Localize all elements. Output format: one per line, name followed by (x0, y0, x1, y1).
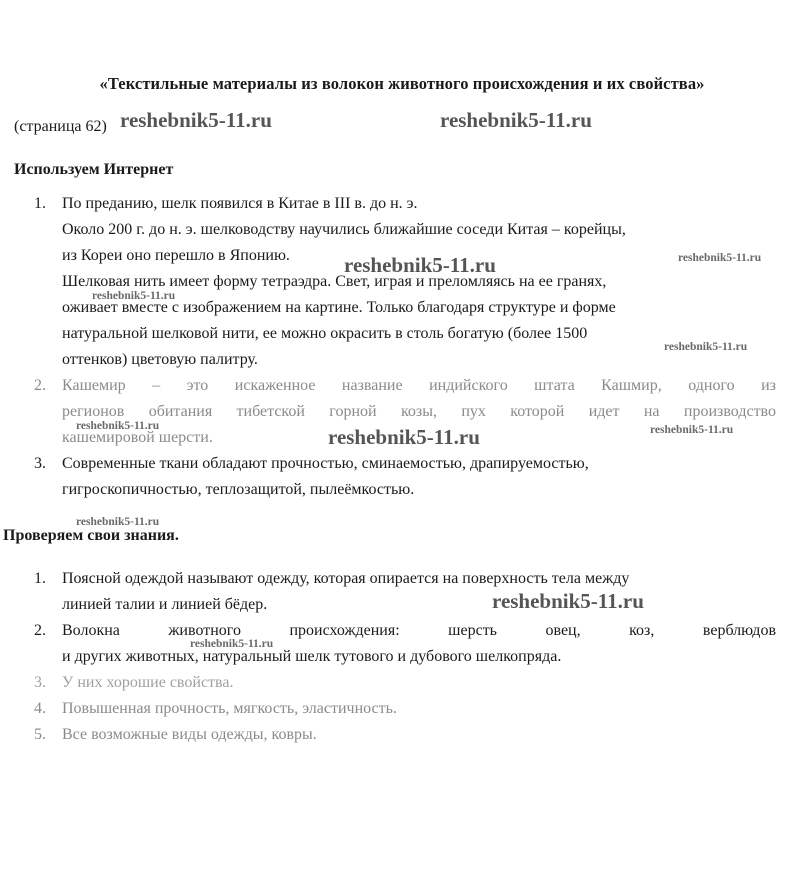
item-line: линией талии и линией бёдер. (62, 596, 268, 613)
knowledge-answers-list (28, 566, 776, 748)
item-number: 5. (34, 726, 46, 743)
item-number: 2. (34, 377, 46, 394)
watermark: reshebnik5-11.ru (92, 290, 176, 302)
item-line: кашемировой шерсти. (62, 429, 213, 446)
watermark: reshebnik5-11.ru (76, 420, 160, 432)
list-item (28, 373, 776, 451)
item-line: Повышенная прочность, мягкость, эластичность. (62, 700, 397, 717)
item-line: Около 200 г. до н. э. шелководству научились ближайшие соседи Китая – корейцы, (62, 221, 626, 238)
item-line: По преданию, шелк появился в Китае в III в. до н. э. (62, 195, 418, 212)
item-number: 2. (34, 622, 46, 639)
page-reference: (страница 62) (14, 118, 107, 135)
item-line: натуральной шелковой нити, ее можно окрасить в столь богатую (более 1500 (62, 325, 588, 342)
item-line: Поясной одеждой называют одежду, которая опирается на поверхность тела между (62, 570, 630, 587)
section-title-internet: Используем Интернет (14, 161, 174, 178)
list-item (28, 566, 776, 618)
item-line: и других животных, натуральный шелк тутового и дубового шелкопряда. (62, 648, 562, 665)
item-line: Все возможные виды одежды, ковры. (62, 726, 317, 743)
item-line: Современные ткани обладают прочностью, сминаемостью, драпируемостью, (62, 455, 589, 472)
item-line: оживает вместе с изображением на картине. Только благодаря структуре и форме (62, 299, 616, 316)
item-line: регионов обитания тибетской горной козы, пух которой идет на производство (62, 403, 776, 420)
watermark: reshebnik5-11.ru (190, 638, 274, 650)
section-title-knowledge-check: Проверяем свои знания. (3, 527, 179, 544)
internet-answers-list (28, 191, 776, 503)
item-line: оттенков) цветовую палитру. (62, 351, 258, 368)
list-item (28, 670, 776, 696)
item-number: 4. (34, 700, 46, 717)
watermark: reshebnik5-11.ru (664, 341, 748, 353)
watermark: reshebnik5-11.ru (492, 589, 644, 613)
item-line: Волокна животного происхождения: шерсть овец, коз, верблюдов (62, 622, 776, 639)
item-number: 3. (34, 674, 46, 691)
item-line: У них хорошие свойства. (62, 674, 234, 691)
item-line: гигроскопичностью, теплозащитой, пылеёмкостью. (62, 481, 415, 498)
list-item (28, 722, 776, 748)
list-item (28, 191, 776, 373)
item-number: 3. (34, 455, 46, 472)
watermark: reshebnik5-11.ru (678, 252, 762, 264)
list-item (28, 451, 776, 503)
item-line: Кашемир – это искаженное название индийского штата Кашмир, одного из (62, 377, 776, 394)
list-item (28, 618, 776, 670)
watermark: reshebnik5-11.ru (328, 425, 480, 449)
item-line: Шелковая нить имеет форму тетраэдра. Свет, играя и преломляясь на ее гранях, (62, 273, 607, 290)
watermark: reshebnik5-11.ru (650, 424, 734, 436)
document-title: «Текстильные материалы из волокон животного происхождения и их свойства» (99, 74, 705, 93)
item-number: 1. (34, 195, 46, 212)
watermark: reshebnik5-11.ru (120, 108, 272, 132)
item-line: из Кореи оно перешло в Японию. (62, 247, 290, 264)
list-item (28, 696, 776, 722)
watermark: reshebnik5-11.ru (76, 516, 160, 528)
watermark: reshebnik5-11.ru (440, 108, 592, 132)
watermark: reshebnik5-11.ru (344, 253, 496, 277)
item-number: 1. (34, 570, 46, 587)
